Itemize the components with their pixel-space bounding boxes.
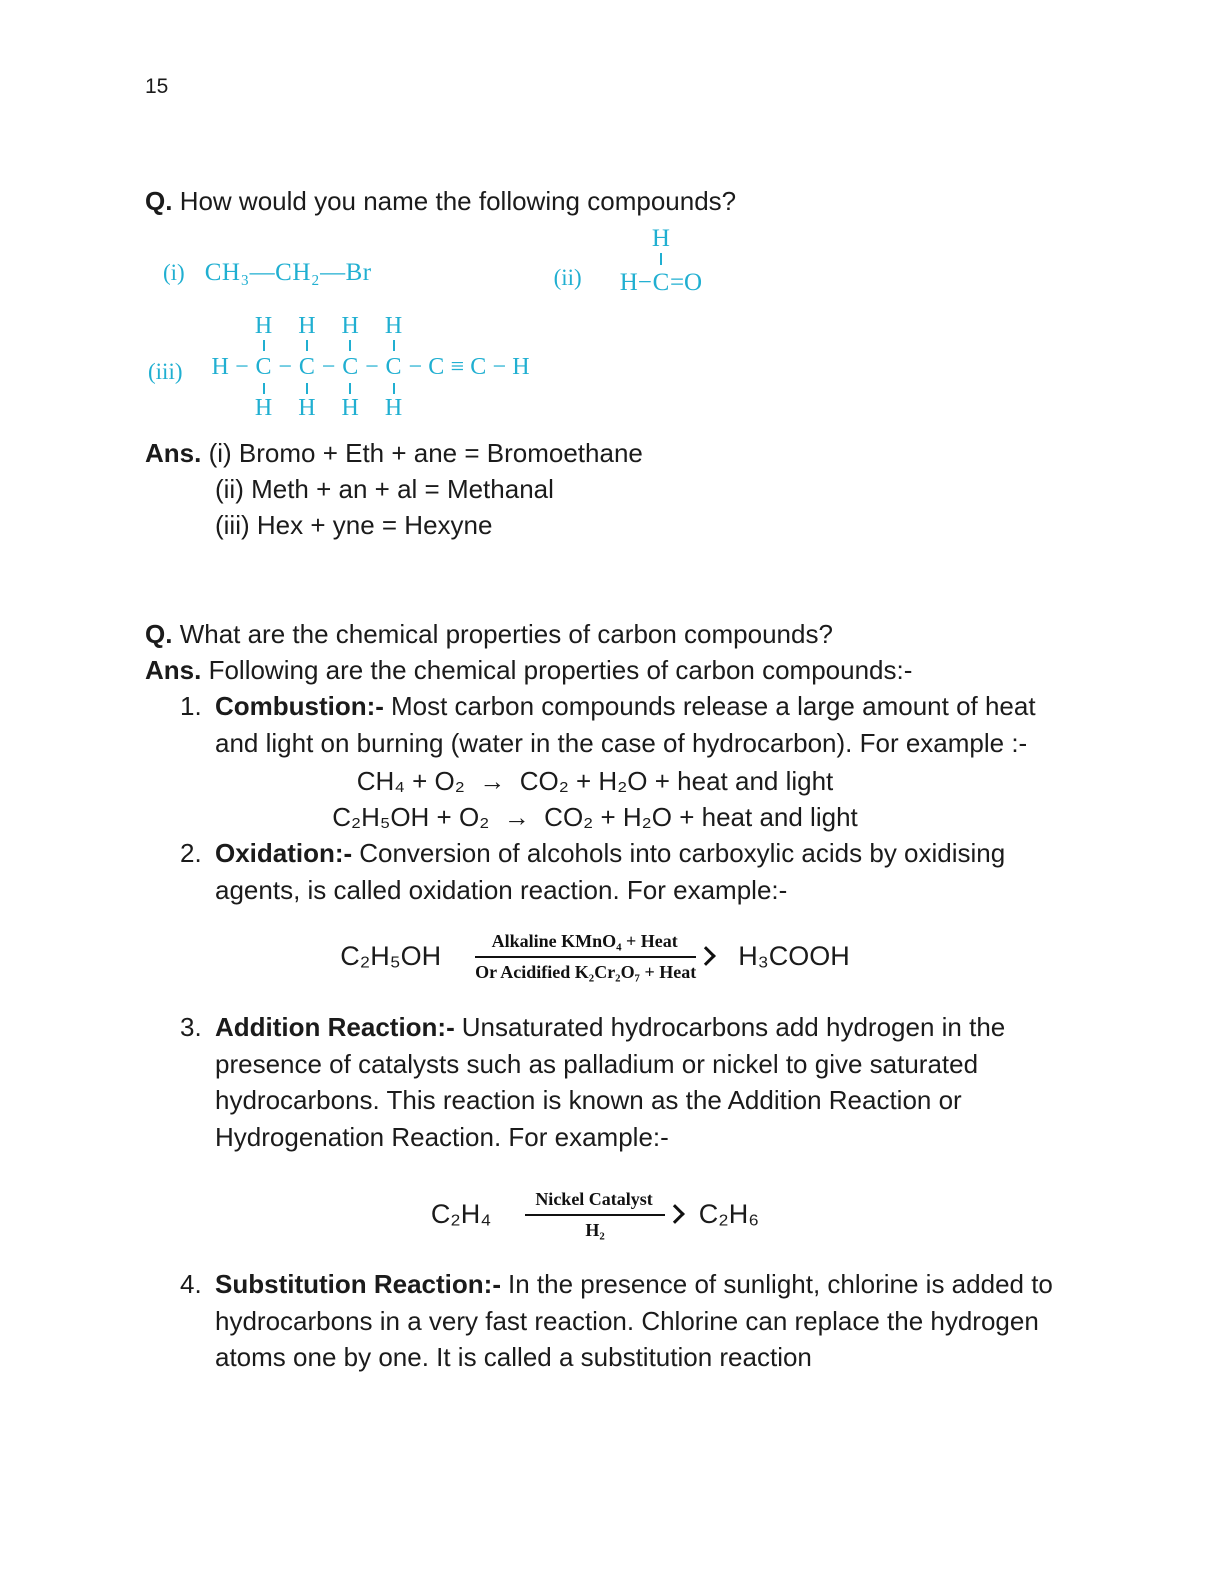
reaction-product: C₂H₆ bbox=[698, 1199, 760, 1229]
bond-vertical-icon bbox=[306, 340, 308, 351]
property-item-substitution bbox=[145, 1266, 1084, 1376]
chain-atom-or-bond: − bbox=[492, 354, 507, 380]
property-number: 1. bbox=[180, 691, 202, 721]
arrowhead-icon bbox=[696, 946, 716, 966]
property-title: Addition Reaction:- bbox=[215, 1012, 455, 1042]
property-body bbox=[215, 1009, 1081, 1155]
combustion-equation-1: CH₄ + O₂ → CO₂ + H₂O + heat and light bbox=[356, 766, 834, 796]
structure-column bbox=[382, 313, 405, 421]
chain-atom-or-bond: H bbox=[512, 354, 530, 380]
structure-column bbox=[447, 313, 467, 421]
chain-atom-or-bond: − bbox=[321, 354, 336, 380]
bottom-hydrogen: H bbox=[384, 395, 403, 421]
combustion-equation-2: C₂H₅OH + O₂ → CO₂ + H₂O + heat and light bbox=[332, 802, 858, 832]
property-body bbox=[215, 1266, 1081, 1376]
property-text: In the presence of sunlight, chlorine is added to hydrocarbons in a very fast reaction. Chlorine can replace the hydrogen atoms one by one. It is called a substitution reaction bbox=[215, 1269, 1053, 1372]
chain-atom-or-bond: − bbox=[235, 354, 249, 380]
property-body bbox=[215, 688, 1081, 761]
compound-ii-label: (ii) bbox=[553, 265, 582, 290]
reaction-condition-bottom: H₂ bbox=[585, 1220, 605, 1240]
reaction-reactant: C₂H₅OH bbox=[340, 941, 442, 971]
structure-column bbox=[232, 313, 252, 421]
bond-vertical-icon bbox=[263, 383, 265, 394]
page-number: 15 bbox=[145, 75, 169, 98]
top-hydrogen: H bbox=[384, 313, 403, 339]
reaction-arrow bbox=[475, 930, 696, 983]
reaction-product: H₃COOH bbox=[738, 941, 850, 971]
compound-i-formula: CH₃—CH₂—Br bbox=[204, 259, 372, 286]
arrowhead-icon bbox=[665, 1204, 685, 1224]
property-text: Most carbon compounds release a large amount of heat and light on burning (water in the case of hydrocarbon). For example :- bbox=[215, 691, 1036, 758]
bond-vertical-icon bbox=[263, 340, 265, 351]
bond-vertical-icon bbox=[393, 340, 395, 351]
chain-atom-or-bond: C bbox=[428, 354, 445, 380]
chain-atom-or-bond: C bbox=[342, 354, 359, 380]
answer-1-line-2: (ii) Meth + an + al = Methanal bbox=[215, 474, 554, 504]
answer-1-text-1: (i) Bromo + Eth + ane = Bromoethane bbox=[208, 438, 643, 468]
reaction-arrow bbox=[525, 1188, 664, 1241]
property-body bbox=[215, 835, 1081, 908]
question-1-label: Q. bbox=[145, 186, 173, 216]
compound-ii-top-hydrogen: H bbox=[651, 225, 670, 252]
chain-atom-or-bond: C bbox=[255, 354, 272, 380]
answer-2-label: Ans. bbox=[145, 655, 202, 685]
top-hydrogen: H bbox=[254, 313, 273, 339]
answer-1-line-1 bbox=[145, 435, 1084, 471]
answer-1 bbox=[145, 435, 1084, 543]
chain-atom-or-bond: C bbox=[470, 354, 487, 380]
top-hydrogen: H bbox=[298, 313, 316, 339]
compound-ii-carbon: C bbox=[652, 269, 670, 296]
document-page bbox=[145, 73, 1084, 1376]
structure-column bbox=[405, 313, 425, 421]
bond-vertical-icon bbox=[349, 383, 351, 394]
compound-iii-structure bbox=[209, 313, 533, 421]
bond-vertical-icon bbox=[306, 383, 308, 394]
structure-column bbox=[252, 313, 275, 421]
question-2 bbox=[145, 616, 1084, 652]
reaction-reactant: C₂H₄ bbox=[430, 1199, 492, 1229]
addition-reaction bbox=[145, 1188, 1045, 1241]
property-text: Unsaturated hydrocarbons add hydrogen in the presence of catalysts such as palladium or nickel to give saturated hydrocarbons. This reaction is known as the Addition Reaction or Hydrogenation Reaction. For example:- bbox=[215, 1012, 1006, 1152]
property-title: Combustion:- bbox=[215, 691, 384, 721]
property-item-addition bbox=[145, 1009, 1084, 1155]
bottom-hydrogen: H bbox=[341, 395, 359, 421]
property-item-oxidation bbox=[145, 835, 1084, 908]
chain-atom-or-bond: − bbox=[365, 354, 379, 380]
property-number: 3. bbox=[180, 1012, 202, 1042]
bottom-hydrogen: H bbox=[298, 395, 316, 421]
structure-column bbox=[509, 313, 532, 421]
answer-1-label: Ans. bbox=[145, 438, 202, 468]
structure-column bbox=[489, 313, 509, 421]
question-1 bbox=[145, 183, 1084, 219]
property-item-combustion bbox=[145, 688, 1084, 761]
property-text: Conversion of alcohols into carboxylic acids by oxidising agents, is called oxidation reaction. For example:- bbox=[215, 838, 1006, 905]
reaction-condition-top: Nickel Catalyst bbox=[525, 1188, 664, 1216]
compound-iii-label: (iii) bbox=[148, 359, 183, 384]
chain-atom-or-bond: − bbox=[278, 354, 292, 380]
compound-iii bbox=[148, 313, 1084, 421]
compound-i bbox=[163, 259, 372, 287]
chain-atom-or-bond: − bbox=[408, 354, 422, 380]
reaction-condition-bottom: Or Acidified K₂Cr₂O₇ + Heat bbox=[475, 962, 697, 982]
structure-column bbox=[295, 313, 318, 421]
structure-column bbox=[275, 313, 295, 421]
compound-ii-structure bbox=[620, 227, 702, 299]
property-title: Oxidation:- bbox=[215, 838, 353, 868]
question-2-text: What are the chemical properties of carbon compounds? bbox=[179, 619, 833, 649]
compound-ii-carbon-stack bbox=[652, 227, 670, 299]
answer-1-line-3: (iii) Hex + yne = Hexyne bbox=[215, 510, 493, 540]
chain-atom-or-bond: H bbox=[211, 354, 229, 380]
compound-i-label: (i) bbox=[163, 260, 185, 285]
reaction-condition-top: Alkaline KMnO₄ + Heat bbox=[475, 930, 696, 958]
answer-2-text: Following are the chemical properties of carbon compounds:- bbox=[208, 655, 913, 685]
property-number: 2. bbox=[180, 838, 202, 868]
compound-row-i-ii bbox=[145, 227, 1084, 299]
oxidation-reaction bbox=[145, 930, 1045, 983]
bond-vertical-icon bbox=[349, 340, 351, 351]
chain-atom-or-bond: ≡ bbox=[450, 354, 464, 380]
structure-column bbox=[209, 313, 232, 421]
property-title: Substitution Reaction:- bbox=[215, 1269, 501, 1299]
property-number: 4. bbox=[180, 1269, 202, 1299]
structure-column bbox=[362, 313, 382, 421]
question-1-text: How would you name the following compounds? bbox=[179, 186, 737, 216]
compound-ii-left-atoms: H− bbox=[619, 269, 652, 296]
structure-column bbox=[319, 313, 339, 421]
question-2-label: Q. bbox=[145, 619, 173, 649]
bottom-hydrogen: H bbox=[254, 395, 273, 421]
chain-atom-or-bond: C bbox=[385, 354, 402, 380]
structure-column bbox=[425, 313, 447, 421]
compound-ii-right-atoms: =O bbox=[669, 269, 703, 296]
chain-atom-or-bond: C bbox=[298, 354, 315, 380]
structure-column bbox=[467, 313, 489, 421]
bond-vertical-icon bbox=[393, 383, 395, 394]
compound-ii bbox=[554, 227, 702, 299]
top-hydrogen: H bbox=[341, 313, 359, 339]
structure-column bbox=[339, 313, 362, 421]
answer-2-intro bbox=[145, 652, 1084, 688]
bond-vertical-icon bbox=[660, 253, 662, 265]
